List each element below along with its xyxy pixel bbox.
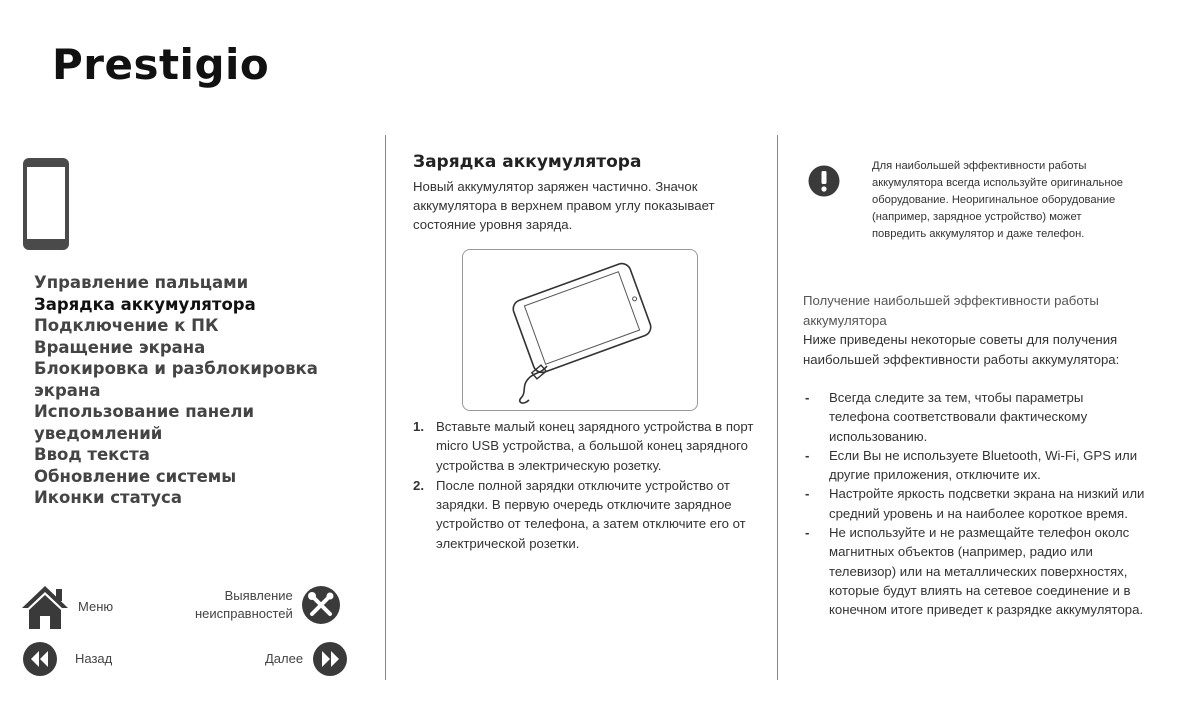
phone-icon: [22, 157, 70, 251]
prestigio-logo: Prestigio: [52, 40, 270, 89]
list-item: [805, 484, 1145, 523]
bullet-dash: -: [805, 390, 810, 405]
back-label: Назад: [75, 651, 113, 666]
toc-item-battery-charging[interactable]: Зарядка аккумулятора: [34, 294, 256, 314]
troubleshooting-label-line1: Выявление: [224, 588, 293, 603]
toc-item-system-update[interactable]: Обновление системы: [34, 466, 237, 486]
table-of-contents: [34, 272, 379, 509]
step-text: После полной зарядки отключите устройство от зарядки. В первую очередь отключите зарядное устройство от телефона, а затем отключите его от электрической розетки.: [436, 477, 746, 551]
tips-list: [805, 388, 1145, 620]
step-text: Вставьте малый конец зарядного устройства в порт micro USB устройства, а большой конец зарядного устройства в электрическую розетку.: [436, 419, 754, 473]
tips-title: Получение наибольшей эффективности работы аккумулятора: [803, 293, 1099, 328]
menu-label: Меню: [78, 599, 114, 614]
tip-text: Всегда следите за тем, чтобы параметры телефона соответствовали фактическому использованию.: [829, 390, 1088, 444]
menu-button[interactable]: [20, 584, 113, 630]
back-button[interactable]: [22, 641, 112, 677]
bullet-dash: -: [805, 486, 810, 502]
toc-item-screen-rotation[interactable]: Вращение экрана: [34, 337, 206, 357]
list-item: [805, 446, 1145, 485]
home-icon: [20, 584, 70, 630]
next-label: Далее: [265, 651, 304, 666]
section-title: Зарядка аккумулятора: [413, 152, 642, 172]
rewind-icon: [22, 641, 58, 677]
tips-intro: Ниже приведены некоторые советы для получения наибольшей эффективности работы аккумулятора:: [803, 332, 1120, 367]
tip-text: Если Вы не используете Bluetooth, Wi-Fi, GPS или другие приложения, отключите их.: [829, 447, 1138, 483]
step-item: [413, 476, 758, 553]
column-divider-left: [385, 135, 386, 680]
troubleshooting-label-line2: неисправностей: [195, 606, 293, 621]
toc-item-screen-lock[interactable]: Блокировка и разблокировка экрана: [34, 359, 318, 400]
toc-item-notification-panel[interactable]: Использование панели уведомлений: [34, 402, 255, 443]
toc-item-status-icons[interactable]: Иконки статуса: [34, 488, 182, 507]
step-number: 1.: [413, 419, 424, 434]
next-button[interactable]: [265, 641, 348, 677]
phone-charging-icon: [463, 250, 697, 410]
troubleshooting-button[interactable]: [195, 585, 341, 625]
toc-item-text-input[interactable]: Ввод текста: [34, 445, 150, 464]
section-intro: Новый аккумулятор заряжен частично. Значок аккумулятора в верхнем правом углу показывает состояние уровня заряда.: [413, 179, 715, 232]
toc-item-pc-connection[interactable]: Подключение к ПК: [34, 316, 219, 335]
charging-steps: [413, 417, 758, 554]
tip-text: Не используйте и не размещайте телефон околс магнитных объектов (например, радио или телевизор) или на металлических поверхностях, которые будут влиять на сетевое соединение и в конечном итоге приведет к разрядке аккумулятора.: [829, 525, 1144, 618]
charging-illustration: [462, 249, 698, 411]
troubleshooting-label: [195, 587, 293, 623]
step-item: [413, 417, 758, 475]
warning-note: Для наибольшей эффективности работы аккумулятора всегда используйте оригинальное оборудование. Неоригинальное оборудование (например, зарядное устройство) может повредить аккумулятор и даже телефон.: [872, 160, 1124, 240]
toc-item-finger-control[interactable]: Управление пальцами: [34, 273, 249, 292]
tip-text: Настройте яркость подсветки экрана на низкий или средний уровень и на наиболее короткое время.: [829, 486, 1145, 521]
fast-forward-icon: [312, 641, 348, 677]
column-divider-right: [777, 135, 778, 680]
tools-icon: [301, 585, 341, 625]
bullet-dash: -: [805, 447, 810, 463]
list-item: [805, 523, 1145, 619]
bullet-dash: -: [805, 525, 810, 541]
exclamation-icon: [808, 165, 840, 197]
list-item: [805, 388, 1145, 446]
step-number: 2.: [413, 477, 424, 493]
